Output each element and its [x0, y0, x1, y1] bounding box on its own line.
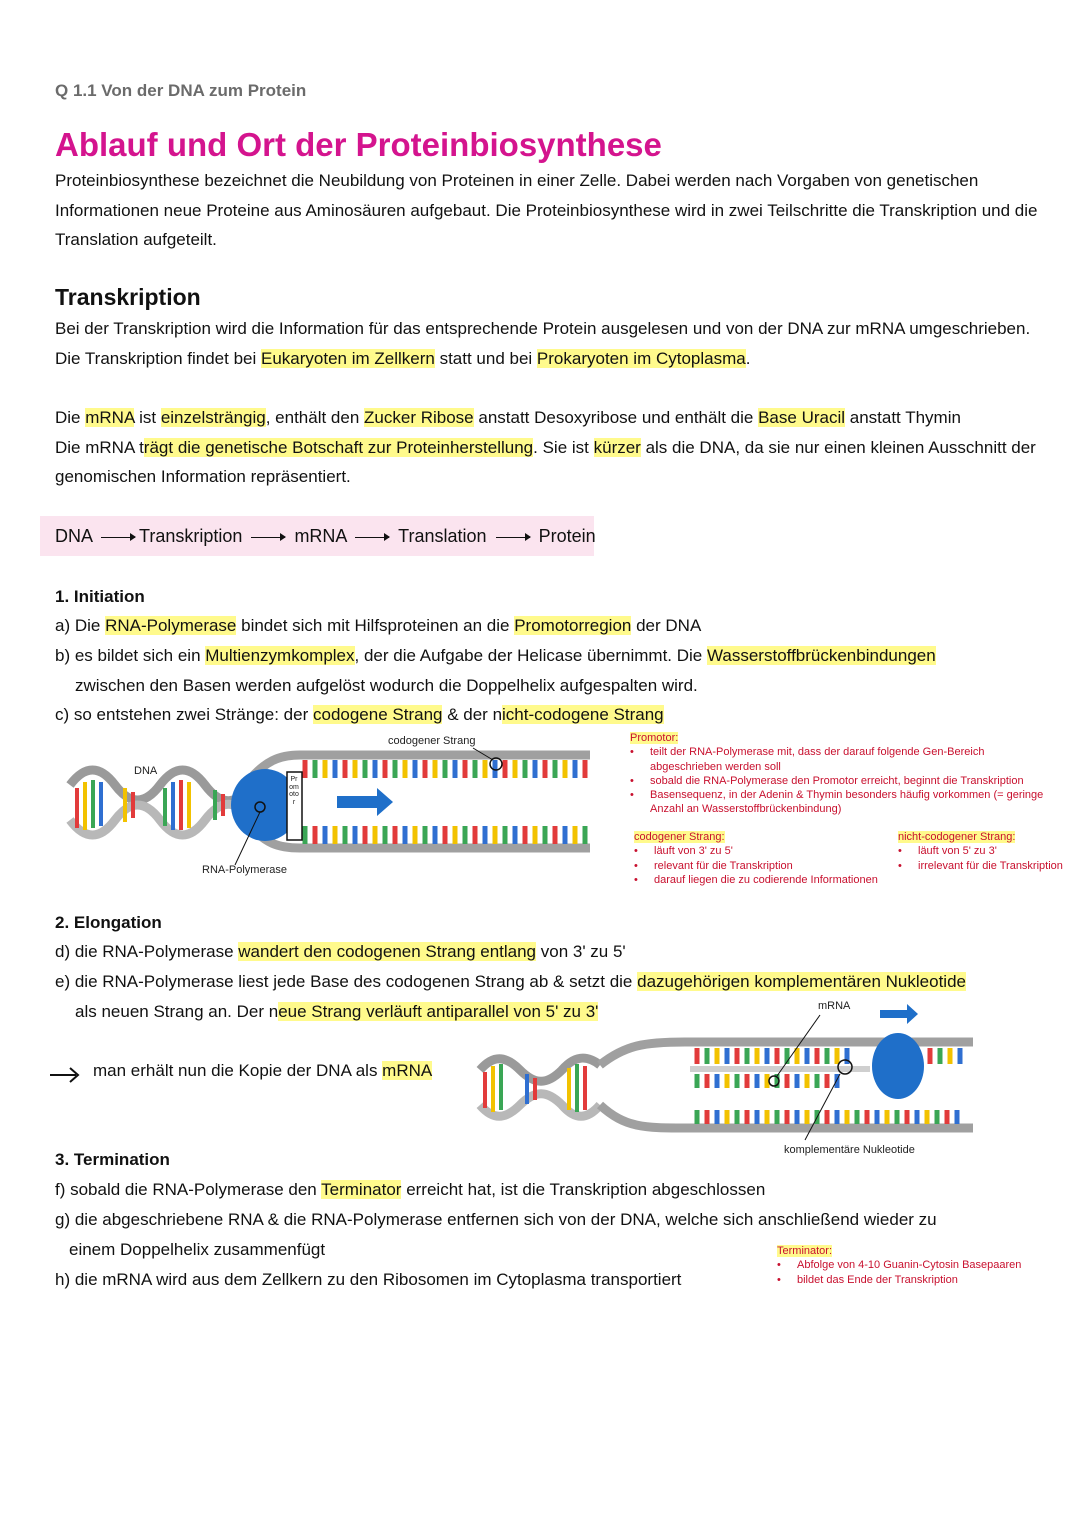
noncodogen-note-heading: nicht-codogener Strang:	[898, 831, 1016, 843]
arrow-right-icon	[496, 537, 530, 538]
terminator-note-heading: Terminator:	[777, 1245, 833, 1257]
figure1-polymerase-label: RNA-Polymerase	[202, 864, 287, 876]
direction-arrow-icon	[337, 788, 393, 816]
figure2-mrna-label: mRNA	[818, 1000, 851, 1012]
promotor-note-item: • sobald die RNA-Polymerase den Promotor erreicht, beginnt die Transkription	[630, 774, 1050, 788]
termination-item-g: g) die abgeschriebene RNA & die RNA-Polymerase entfernen sich von der DNA, welche sich anschließend wieder zu	[55, 1210, 937, 1229]
promotor-note-heading: Promotor:	[630, 732, 679, 744]
flow-protein: Protein	[538, 526, 596, 546]
dna-helix-graphic	[480, 1058, 600, 1116]
rna-polymerase-blob	[872, 1033, 924, 1099]
promotor-note	[630, 731, 1050, 817]
section-heading-transkription: Transkription	[55, 284, 201, 310]
initiation-item-c: c) so entstehen zwei Stränge: der codogene Strang & der nicht-codogene Strang	[55, 705, 664, 724]
termination-item-g-continued: einem Doppelhelix zusammenfügt	[69, 1240, 326, 1259]
noncodogenic-strand-bases	[305, 826, 585, 844]
flow-transkription: Transkription	[139, 526, 243, 546]
figure1-codogen-label: codogener Strang	[388, 735, 476, 747]
figure1-promotor-box-label: Promotor	[289, 776, 299, 806]
transkription-paragraph-1: Bei der Transkription wird die Information für das entsprechende Protein ausgelesen und von der DNA zur mRNA umgeschrieben. Die Transkription findet bei Eukaryoten im Zellkern statt und bei Prokaryoten im Cytoplasma.	[55, 319, 1031, 368]
codogen-note-heading: codogener Strang:	[634, 831, 725, 843]
document-subtitle: Q 1.1 Von der DNA zum Protein	[55, 81, 307, 100]
complementary-nucleotides	[697, 1074, 837, 1088]
page-title: Ablauf und Ort der Proteinbiosynthese	[55, 126, 662, 163]
noncodogen-note-item: • läuft von 5' zu 3'	[898, 844, 1076, 858]
flow-dna: DNA	[55, 526, 93, 546]
promotor-note-item: • Basensequenz, in der Adenin & Thymin besonders häufig vorkommen (= geringe Anzahl an Wasserstoffbrückenbindung)	[630, 788, 1050, 817]
protein-synthesis-flow	[40, 516, 594, 556]
initiation-item-b: b) es bildet sich ein Multienzymkomplex, der die Aufgabe der Helicase übernimmt. Die Wasserstoffbrückenbindungen	[55, 646, 936, 665]
figure-initiation-diagram	[65, 730, 600, 885]
figure2-nukleotide-label: komplementäre Nukleotide	[784, 1144, 915, 1156]
codogen-note-item: • relevant für die Transkription	[634, 859, 904, 873]
step-heading-initiation: 1. Initiation	[55, 587, 145, 606]
figure-elongation-diagram	[475, 1000, 975, 1145]
direction-arrow-icon	[880, 1004, 918, 1024]
codogen-note-item: • läuft von 3' zu 5'	[634, 844, 904, 858]
elongation-item-e-continued: als neuen Strang an. Der neue Strang verläuft antiparallel von 5' zu 3'	[75, 1002, 599, 1021]
flow-translation: Translation	[398, 526, 487, 546]
noncodogen-strand-note	[898, 830, 1076, 873]
result-arrow-icon	[50, 1066, 82, 1084]
arrow-right-icon	[355, 537, 389, 538]
promotor-note-item: • teilt der RNA-Polymerase mit, dass der darauf folgende Gen-Bereich abgeschrieben werden soll	[630, 745, 1050, 774]
elongation-result: man erhält nun die Kopie der DNA als mRNA	[93, 1061, 433, 1080]
dna-helix-graphic	[70, 770, 245, 835]
codogen-strand-note	[634, 830, 904, 887]
intro-paragraph: Proteinbiosynthese bezeichnet die Neubildung von Proteinen in einer Zelle. Dabei werden nach Vorgaben von genetischen Informationen neue Proteine aus Aminosäuren aufgebaut. Die Proteinbiosynthese wird in zwei Teilschritte die Transkription und die Translation aufgeteilt.	[55, 171, 1038, 250]
termination-item-f: f) sobald die RNA-Polymerase den Terminator erreicht hat, ist die Transkription abgeschlossen	[55, 1180, 766, 1199]
termination-item-h: h) die mRNA wird aus dem Zellkern zu den Ribosomen im Cytoplasma transportiert	[55, 1270, 682, 1289]
terminator-note	[777, 1244, 1067, 1287]
flow-mrna: mRNA	[294, 526, 347, 546]
mrna-function-line: Die mRNA trägt die genetische Botschaft zur Proteinherstellung. Sie ist kürzer als die DNA, da sie nur einen kleinen Ausschnitt der genomischen Information repräsentiert.	[55, 437, 1036, 487]
terminator-note-item: • Abfolge von 4-10 Guanin-Cytosin Basepaaren	[777, 1258, 1067, 1272]
arrow-right-icon	[101, 537, 135, 538]
initiation-item-a: a) Die RNA-Polymerase bindet sich mit Hilfsproteinen an die Promotorregion der DNA	[55, 616, 702, 635]
step-heading-termination: 3. Termination	[55, 1150, 170, 1169]
mrna-properties-line: Die mRNA ist einzelsträngig, enthält den Zucker Ribose anstatt Desoxyribose und enthält die Base Uracil anstatt Thymin	[55, 408, 961, 427]
initiation-item-b-continued: zwischen den Basen werden aufgelöst wodurch die Doppelhelix aufgespalten wird.	[75, 676, 698, 695]
noncodogen-note-item: • irrelevant für die Transkription	[898, 859, 1076, 873]
transkription-paragraph-2	[55, 403, 1040, 492]
figure1-dna-label: DNA	[134, 765, 158, 777]
codogen-note-item: • darauf liegen die zu codierende Informationen	[634, 873, 904, 887]
codogenic-strand-bases	[305, 760, 585, 778]
step-heading-elongation: 2. Elongation	[55, 913, 162, 932]
elongation-item-e: e) die RNA-Polymerase liest jede Base des codogenen Strang ab & setzt die dazugehörigen komplementären Nukleotide	[55, 972, 966, 991]
terminator-note-item: • bildet das Ende der Transkription	[777, 1273, 1067, 1287]
elongation-item-d: d) die RNA-Polymerase wandert den codogenen Strang entlang von 3' zu 5'	[55, 942, 626, 961]
arrow-right-icon	[251, 537, 285, 538]
